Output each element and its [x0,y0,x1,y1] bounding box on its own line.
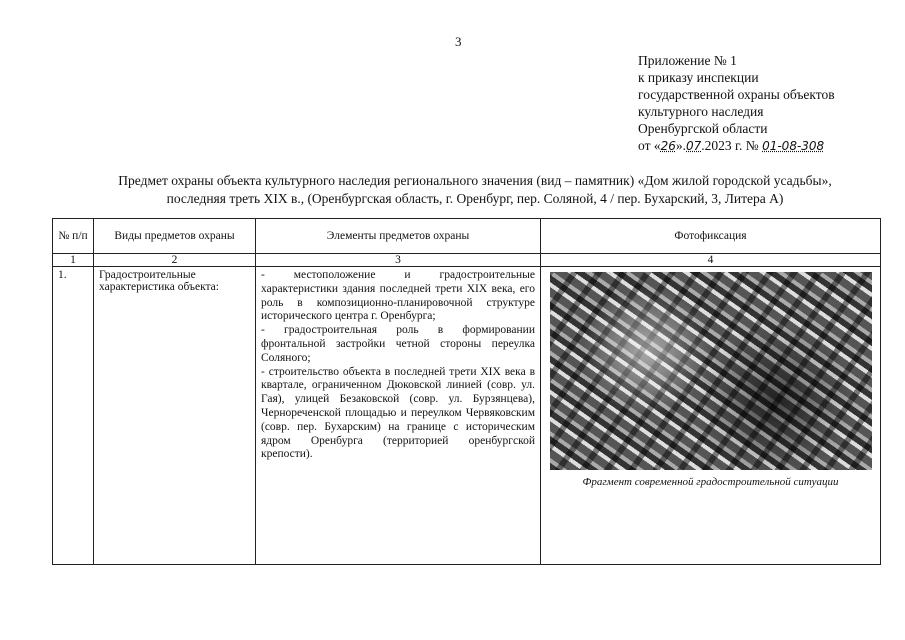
date-year: .2023 г. № [701,138,759,153]
element-item: - местоположение и градостроительные характеристики здания последней трети XIX века, его роль в композиционно-планировочной структуре исторического центра г. Оренбурга; [261,269,535,323]
header-photo: Фотофиксация [541,219,881,254]
header-type: Виды предметов охраны [94,219,256,254]
date-month: 07 [686,139,702,153]
date-sep: ». [675,138,687,153]
protection-table [52,218,881,565]
header-num: № п/п [53,219,94,254]
col-number: 2 [94,254,256,267]
appendix-block [638,52,835,155]
date-day: 26 [660,139,676,153]
appendix-line: государственной охраны объектов [638,87,835,102]
title-line: Предмет охраны объекта культурного наследия регионального значения (вид – памятник) «Дом жилой городской усадьбы», [118,173,832,188]
order-number: 01-08-308 [762,139,825,153]
page-number: 3 [455,34,462,49]
appendix-line: Приложение № 1 [638,53,737,68]
row-type: Градостроительные характеристика объекта: [94,267,256,565]
column-number-row [53,254,881,267]
row-elements [256,267,541,565]
row-photo [541,267,881,565]
col-number: 4 [541,254,881,267]
appendix-date-line [638,137,835,155]
title-line: последняя треть XIX в., (Оренбургская область, г. Оренбург, пер. Соляной, 4 / пер. Бухарский, 3, Литера А) [166,191,784,206]
appendix-line: к приказу инспекции [638,70,759,85]
element-item: - строительство объекта в последней трети XIX века в квартале, ограниченном Дюковской линией (совр. ул. Гая), улицей Безаковской (совр. ул. Бурзянцева), Чернореченской площадью и переулком Червяковским (совр. пер. Бухарским) на границе с историческим ядром Оренбурга (территорией оренбургской крепости). [261,365,535,461]
col-number: 1 [53,254,94,267]
col-number: 3 [256,254,541,267]
header-elements: Элементы предметов охраны [256,219,541,254]
appendix-line: культурного наследия [638,104,764,119]
document-title [40,172,905,208]
row-number: 1. [53,267,94,565]
photo-caption: Фрагмент современной градостроительной ситуации [582,476,839,488]
appendix-line: Оренбургской области [638,121,768,136]
table-header-row [53,219,881,254]
date-prefix: от « [638,138,661,153]
aerial-photo [550,272,872,470]
table-row [53,267,881,565]
element-item: - градостроительная роль в формировании фронтальной застройки четной стороны переулка Соляного; [261,324,535,364]
